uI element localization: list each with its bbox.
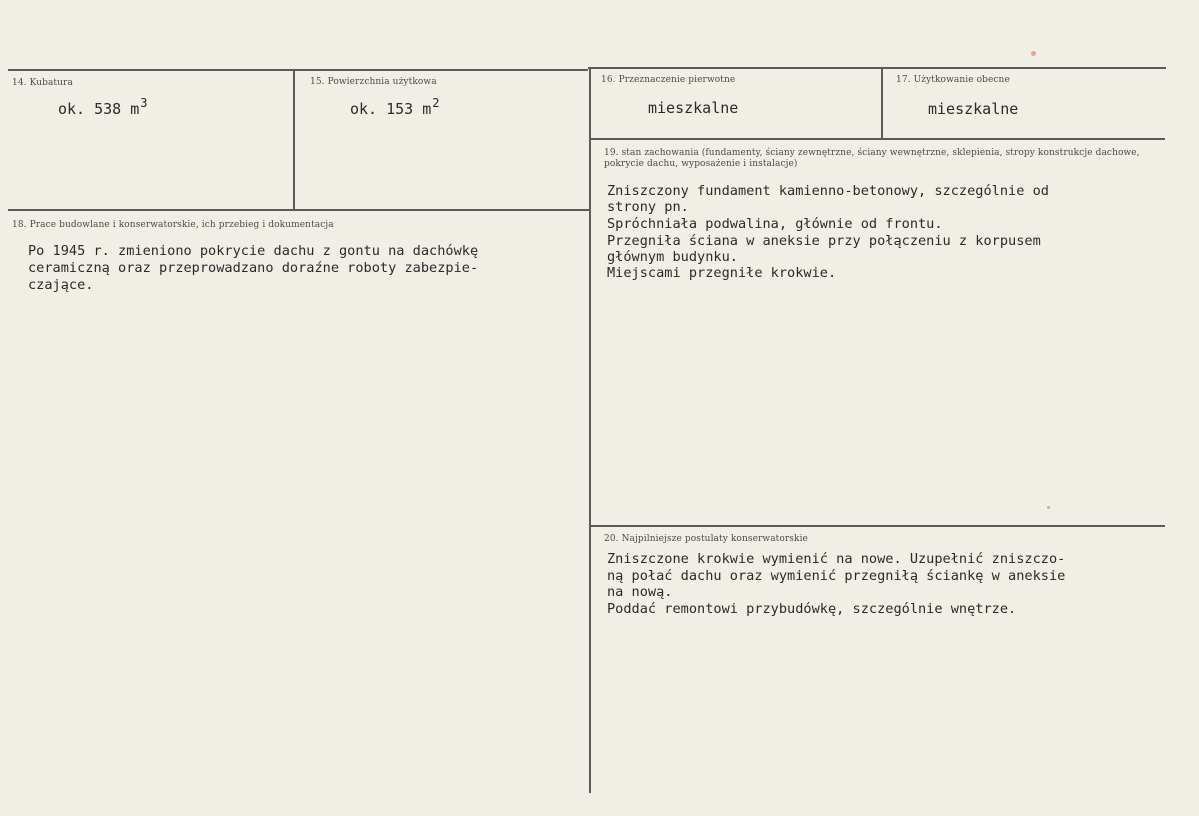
text-line: Poddać remontowi przybudówkę, szczególnie wnętrze. — [607, 601, 1017, 617]
rule-above-20 — [590, 525, 1165, 527]
paper-speck — [1031, 51, 1036, 56]
value-kubatura-exponent: 3 — [140, 96, 148, 110]
label-kubatura: 14. Kubatura — [12, 78, 73, 88]
text-line: Zniszczone krokwie wymienić na nowe. Uzupełnić zniszczo- — [607, 551, 1066, 567]
value-uzytkowanie-obecne: mieszkalne — [928, 100, 1019, 118]
text-line: ną połać dachu oraz wymienić przegniłą ściankę w aneksie — [607, 568, 1066, 584]
text-line: głównym budynku. — [607, 249, 738, 265]
rule-under-16-17 — [590, 138, 1165, 140]
text-line: Przegniła ściana w aneksie przy połączeniu z korpusem — [607, 233, 1041, 249]
value-kubatura — [58, 96, 148, 118]
label-przeznaczenie-pierwotne: 16. Przeznaczenie pierwotne — [601, 75, 736, 85]
rule-above-18 — [8, 209, 589, 211]
top-rule-right — [588, 67, 1166, 69]
main-divider — [589, 69, 591, 793]
value-kubatura-text: ok. 538 m — [58, 100, 140, 118]
text-line: strony pn. — [607, 199, 689, 215]
text-line: Zniszczony fundament kamienno-betonowy, szczególnie od — [607, 183, 1049, 199]
value-powierzchnia-exponent: 2 — [432, 96, 440, 110]
label-uzytkowanie-obecne: 17. Użytkowanie obecne — [896, 75, 1010, 85]
divider-16-17 — [881, 69, 883, 139]
text-line: ceramiczną oraz przeprowadzano doraźne roboty zabezpie- — [28, 260, 479, 276]
label-powierzchnia: 15. Powierzchnia użytkowa — [310, 77, 437, 87]
paper-speck — [1047, 506, 1050, 509]
text-line: na nową. — [607, 584, 673, 600]
text-line: Po 1945 r. zmieniono pokrycie dachu z gontu na dachówkę — [28, 243, 479, 259]
value-powierzchnia-text: ok. 153 m — [350, 100, 432, 118]
label-postulaty: 20. Najpilniejsze postulaty konserwatorskie — [604, 534, 808, 544]
text-line: czające. — [28, 277, 94, 293]
top-rule-left — [8, 69, 588, 71]
divider-14-15 — [293, 71, 295, 210]
label-stan-zachowania: 19. stan zachowania (fundamenty, ściany zewnętrzne, ściany wewnętrzne, sklepienia, stropy konstrukcje dachowe, pokrycie dachu, wyposażenie i instalacje) — [604, 148, 1140, 169]
text-line: Miejscami przegniłe krokwie. — [607, 265, 837, 281]
text-line: Spróchniała podwalina, głównie od frontu. — [607, 216, 943, 232]
value-powierzchnia — [350, 96, 440, 118]
label-prace-budowlane: 18. Prace budowlane i konserwatorskie, ich przebieg i dokumentacja — [12, 220, 334, 230]
value-przeznaczenie-pierwotne: mieszkalne — [648, 99, 739, 117]
